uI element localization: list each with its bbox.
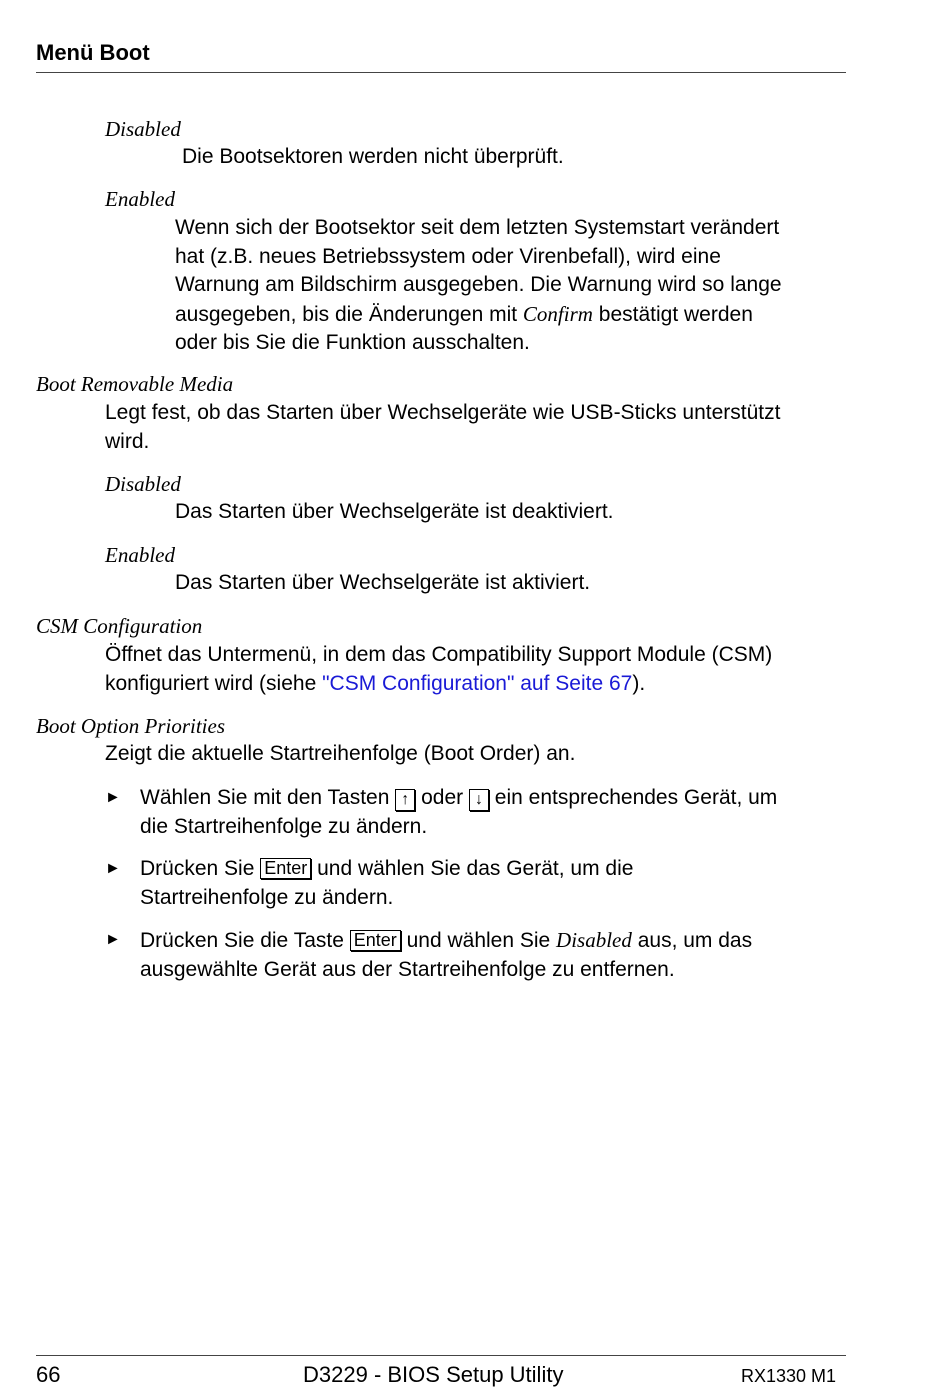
- option-desc-enabled-line: hat (z.B. neues Betriebssystem oder Virenbefall), wird eine: [175, 244, 721, 268]
- instruction-step: [140, 855, 633, 912]
- setting-desc-csm-configuration: [105, 641, 772, 698]
- option-desc-enabled: [175, 214, 782, 358]
- desc-line: Legt fest, ob das Starten über Wechselgeräte wie USB-Sticks unterstützt: [105, 401, 781, 424]
- step-line: ausgewählte Gerät aus der Startreihenfolge zu entfernen.: [140, 957, 675, 981]
- enter-key-icon: Enter: [350, 930, 401, 951]
- option-term-disabled: Disabled: [105, 117, 181, 141]
- text-run: und wählen Sie das Gerät, um die: [311, 857, 634, 880]
- text-run: konfiguriert wird (siehe: [105, 671, 323, 695]
- bullet-arrow-icon: ►: [105, 860, 121, 877]
- setting-term-boot-removable-media: Boot Removable Media: [36, 372, 234, 396]
- setting-term-csm-configuration: CSM Configuration: [36, 614, 203, 638]
- step-line: die Startreihenfolge zu ändern.: [140, 814, 428, 838]
- enter-key-icon: Enter: [260, 858, 311, 879]
- option-desc-enabled-line: Wenn sich der Bootsektor seit dem letzten Systemstart verändert: [175, 216, 780, 239]
- arrow-down-key-icon: ↓: [469, 789, 489, 811]
- document-title: D3229 - BIOS Setup Utility: [303, 1362, 564, 1387]
- setting-desc-boot-removable-media: [105, 399, 780, 456]
- page-header-title: Menü Boot: [36, 40, 150, 65]
- desc-line: [105, 670, 772, 699]
- page-number: 66: [36, 1362, 61, 1387]
- option-desc-disabled: Die Bootsektoren werden nicht überprüft.: [182, 145, 564, 168]
- header-divider: [36, 72, 846, 73]
- text-run: aus, um das: [631, 929, 753, 952]
- confirm-term: Confirm: [522, 301, 593, 326]
- instruction-step: [140, 784, 777, 841]
- bullet-arrow-icon: ►: [105, 931, 121, 948]
- option-term-enabled: Enabled: [105, 543, 175, 567]
- option-desc-enabled-line: [175, 300, 782, 330]
- footer-divider: [36, 1355, 846, 1356]
- text-run: Drücken Sie die Taste: [140, 929, 350, 952]
- text-run: ausgegeben, bis die Änderungen mit: [175, 302, 523, 326]
- option-term-disabled: Disabled: [105, 472, 181, 496]
- model-name: RX1330 M1: [741, 1366, 837, 1386]
- disabled-term: Disabled: [556, 928, 632, 952]
- text-run: bestätigt werden: [592, 302, 753, 326]
- option-desc-enabled-line: oder bis Sie die Funktion ausschalten.: [175, 331, 530, 354]
- option-desc-enabled: Das Starten über Wechselgeräte ist aktiviert.: [175, 571, 591, 594]
- step-line: [140, 855, 633, 884]
- text-run: ).: [632, 671, 646, 695]
- instruction-step: [140, 926, 752, 984]
- step-line: [140, 926, 752, 956]
- setting-desc-boot-option-priorities: Zeigt die aktuelle Startreihenfolge (Boot Order) an.: [105, 742, 576, 765]
- bullet-arrow-icon: ►: [105, 789, 121, 806]
- setting-term-boot-option-priorities: Boot Option Priorities: [36, 714, 225, 738]
- text-run: Drücken Sie: [140, 857, 261, 880]
- option-desc-disabled: Das Starten über Wechselgeräte ist deaktiviert.: [175, 500, 614, 523]
- text-run: ein entsprechendes Gerät, um: [488, 786, 778, 809]
- desc-line: wird.: [105, 429, 150, 453]
- text-run: oder: [415, 786, 469, 809]
- arrow-up-key-icon: ↑: [395, 789, 415, 811]
- option-desc-enabled-line: Warnung am Bildschirm ausgegeben. Die Warnung wird so lange: [175, 273, 782, 296]
- csm-configuration-link[interactable]: "CSM Configuration" auf Seite 67: [322, 671, 633, 695]
- desc-line: Öffnet das Untermenü, in dem das Compatibility Support Module (CSM): [105, 643, 773, 666]
- text-run: Wählen Sie mit den Tasten: [140, 786, 396, 809]
- step-line: Startreihenfolge zu ändern.: [140, 885, 394, 909]
- step-line: [140, 784, 777, 813]
- text-run: und wählen Sie: [400, 929, 557, 952]
- option-term-enabled: Enabled: [105, 187, 175, 211]
